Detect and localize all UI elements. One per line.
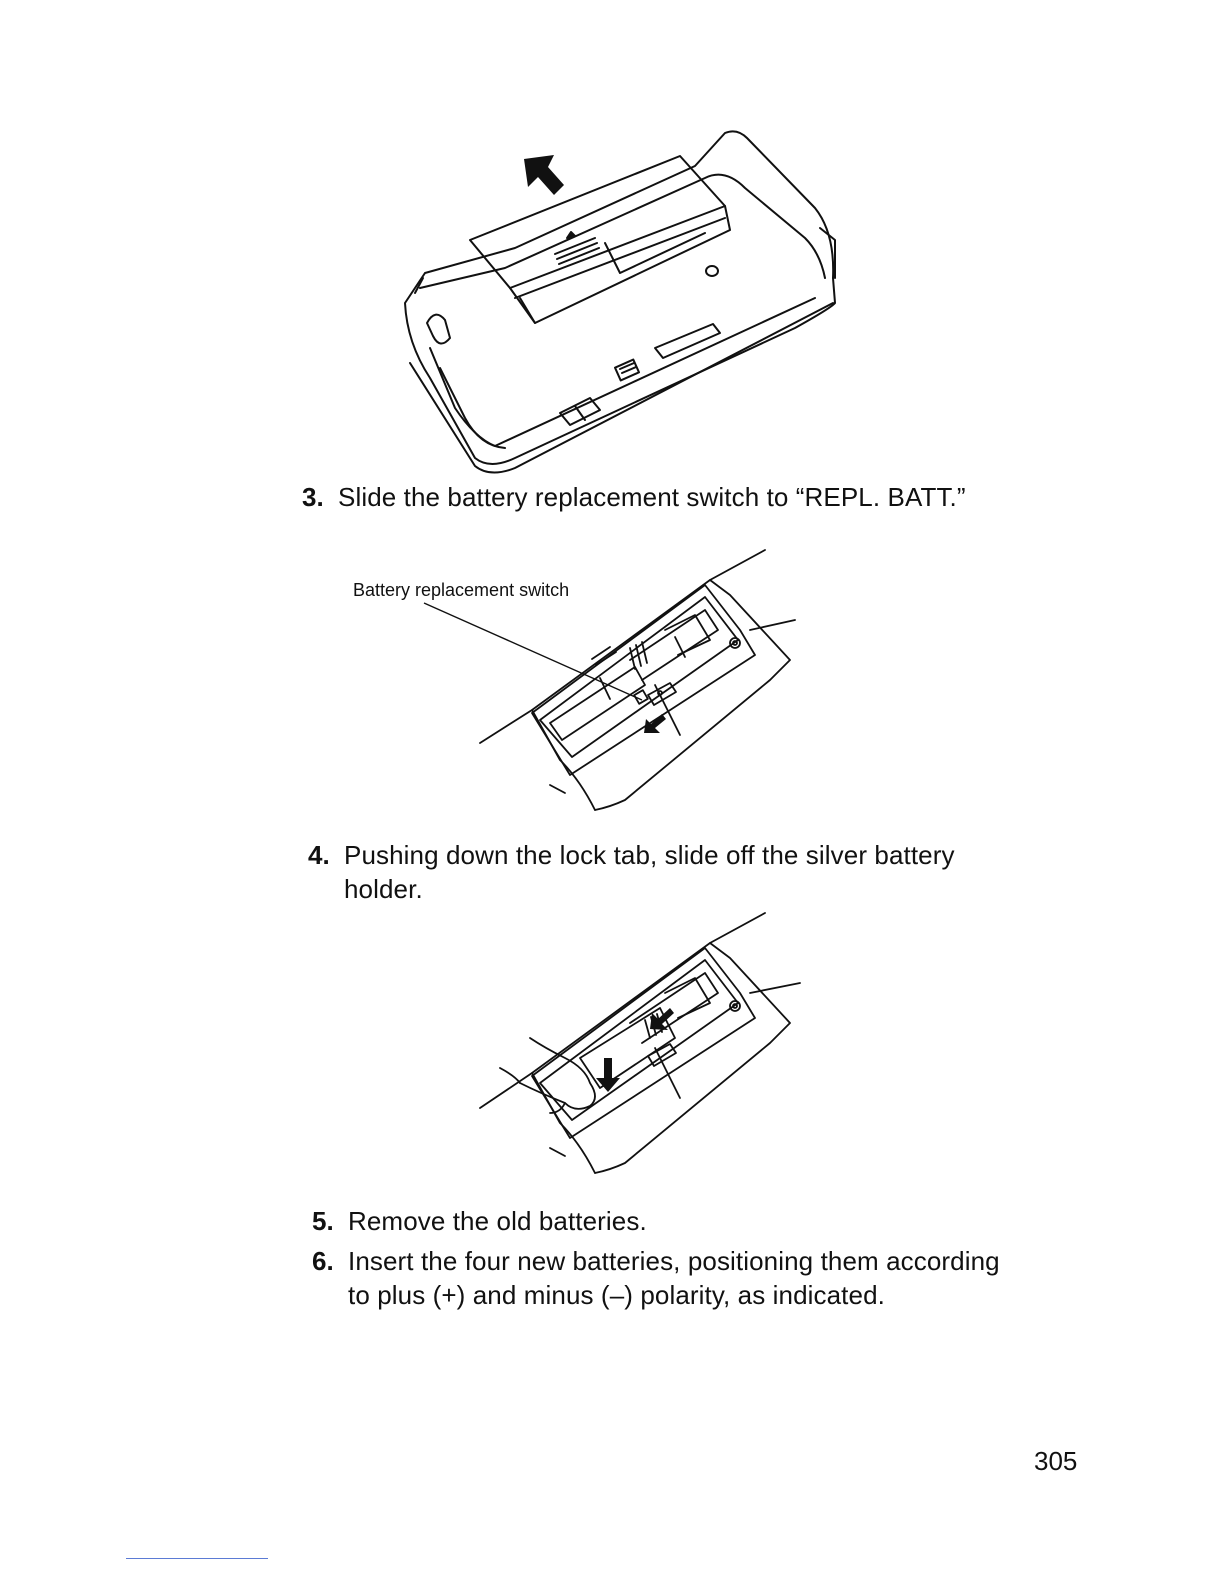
step-number: 6. [312,1246,334,1276]
down-arrow-icon [596,1058,622,1092]
step-text: Pushing down the lock tab, slide off the silver battery holder. [344,840,955,904]
step-text: Remove the old batteries. [348,1206,647,1236]
step-text: Insert the four new batteries, positioning them according to plus (+) and minus (–) polarity, as indicated. [348,1246,1000,1310]
step-number: 3. [302,482,324,512]
step-5 [312,1204,1012,1238]
step-4 [308,838,1008,908]
lock-tab-illustration [470,908,810,1173]
footer-rule [126,1558,268,1559]
step-number: 4. [308,840,330,870]
down-left-arrow-icon [648,1005,676,1033]
step-6 [312,1244,1012,1314]
battery-switch-label: Battery replacement switch [353,580,570,600]
page-number: 305 [1034,1446,1078,1476]
step-3 [302,480,1002,514]
step-text: Slide the battery replacement switch to “REPL. BATT.” [338,482,966,512]
step-number: 5. [312,1206,334,1236]
device-cover-illustration [395,128,845,473]
down-left-arrow-icon [642,711,668,737]
up-left-arrow-icon [520,153,566,199]
callout-leader-line [420,600,650,705]
